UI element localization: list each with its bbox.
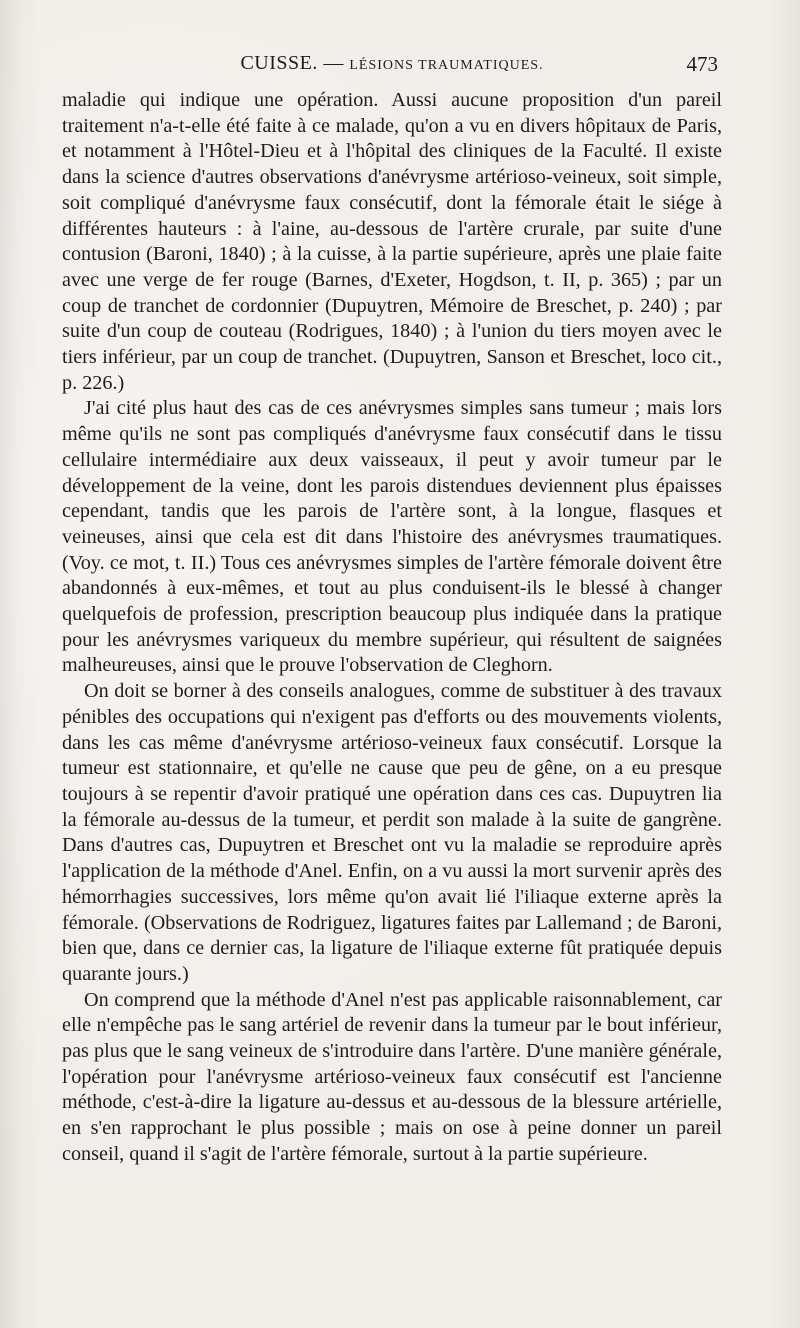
page-number: 473 bbox=[686, 52, 718, 76]
paragraph: maladie qui indique une opération. Aussi aucune proposition d'un pareil traitement n'a-t-elle été faite à ce malade, qu'on a vu en divers hôpitaux de Paris, et notamment à l'Hôtel-Dieu et à l'hôpital des cliniques de la Faculté. Il existe dans la science d'autres observations d'anévrysme artérioso-veineux, soit simple, soit compliqué d'anévrysme faux consécutif, dont la fémorale était le siége à différentes hauteurs : à l'aine, au-dessous de l'artère crurale, par suite d'une contusion (Baroni, 1840) ; à la cuisse, à la partie supérieure, après une plaie faite avec une verge de fer rouge (Barnes, d'Exeter, Hogdson, t. II, p. 365) ; par un coup de tranchet de cordonnier (Dupuytren, Mémoire de Breschet, p. 240) ; par suite d'un coup de couteau (Rodrigues, 1840) ; à l'union du tiers moyen avec le tiers inférieur, par un coup de tranchet. (Dupuytren, Sanson et Breschet, loco cit., p. 226.) bbox=[62, 89, 722, 394]
running-head-main: CUISSE. bbox=[240, 52, 318, 74]
body-text bbox=[62, 88, 722, 1168]
running-head-subtitle: LÉSIONS TRAUMATIQUES. bbox=[349, 58, 544, 73]
page-header bbox=[62, 50, 722, 80]
running-head bbox=[62, 52, 722, 75]
paragraph: On comprend que la méthode d'Anel n'est pas applicable raisonnablement, car elle n'empêche pas le sang artériel de revenir dans la tumeur par le bout inférieur, pas plus que le sang veineux de s'introduire dans l'artère. D'une manière générale, l'opération pour l'anévrysme artérioso-veineux faux consécutif est l'ancienne méthode, c'est-à-dire la ligature au-dessus et au-dessous de la blessure artérielle, en s'en rapprochant le plus possible ; mais on ose à peine donner un pareil conseil, quand il s'agit de l'artère fémorale, surtout à la partie supérieure. bbox=[62, 988, 722, 1165]
paragraph: On doit se borner à des conseils analogues, comme de substituer à des travaux pénibles des occupations qui n'exigent pas d'efforts ou des mouvements violents, dans les cas même d'anévrysme artérioso-veineux faux consécutif. Lorsque la tumeur est stationnaire, et qu'elle ne cause que peu de gêne, on a eu presque toujours à se repentir d'avoir pratiqué une opération dans ces cas. Dupuytren lia la fémorale au-dessus de la tumeur, et perdit son malade à la suite de gangrène. Dans d'autres cas, Dupuytren et Breschet ont vu la maladie se reproduire après l'application de la méthode d'Anel. Enfin, on a vu aussi la mort survenir après des hémorrhagies successives, lors même qu'on avait lié l'iliaque externe après la fémorale. (Observations de Rodriguez, ligatures faites par Lallemand ; de Baroni, bien que, dans ce dernier cas, la ligature de l'iliaque externe fût pratiquée depuis quarante jours.) bbox=[62, 680, 722, 985]
running-head-separator: — bbox=[317, 52, 350, 74]
paragraph: J'ai cité plus haut des cas de ces anévrysmes simples sans tumeur ; mais lors même qu'ils ne sont pas compliqués d'anévrysme faux consécutif dans le tissu cellulaire intermédiaire aux deux vaisseaux, il peut y avoir tumeur par le développement de la veine, dont les parois distendues deviennent plus épaisses cependant, tandis que les parois de l'artère sont, à la longue, flasques et veineuses, ainsi que cela est dit dans l'histoire des anévrysmes traumatiques. (Voy. ce mot, t. II.) Tous ces anévrysmes simples de l'artère fémorale doivent être abandonnés à eux-mêmes, et tout au plus conduisent-ils le blessé à changer quelquefois de profession, prescription beaucoup plus indiquée dans la pratique pour les anévrysmes variqueux du membre supérieur, qui résultent de saignées malheureuses, ainsi que le prouve l'observation de Cleghorn. bbox=[62, 397, 722, 677]
